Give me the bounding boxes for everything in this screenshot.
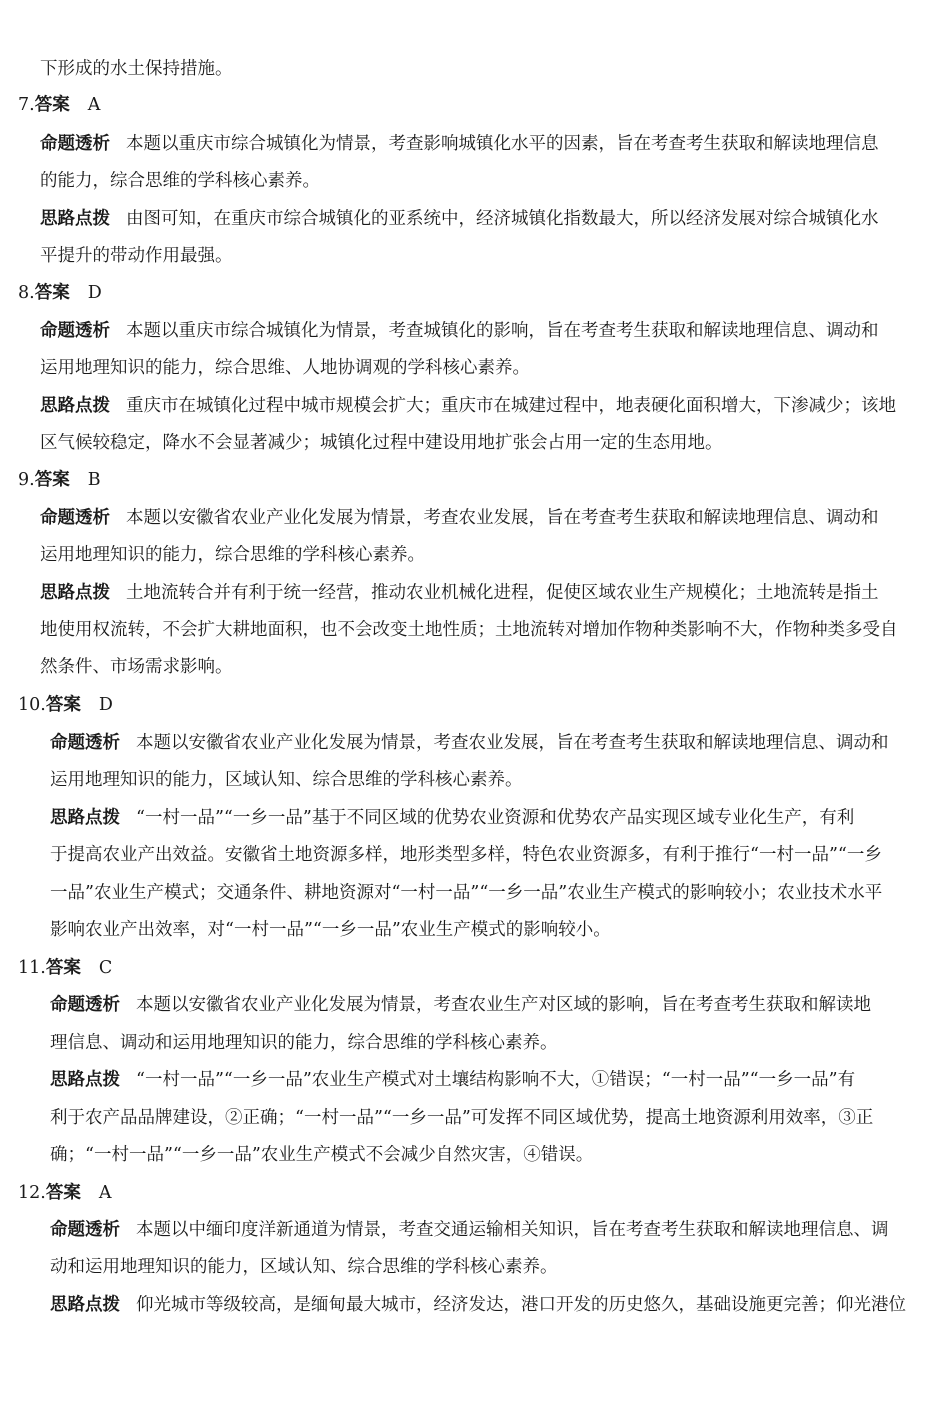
analysis-text-cont: 的能力，综合思维的学科核心素养。 [40,171,320,191]
hint-text-cont: 利于农产品品牌建设，②正确；“一村一品”“一乡一品”可发挥不同区域优势，提高土地资源利用效率，③正 [50,1108,874,1128]
question-8-analysis [40,318,879,344]
answer-value: A [98,1183,112,1203]
question-number: 7. [18,95,35,115]
question-7-hint [40,206,879,232]
analysis-label: 命题透析 [50,1220,120,1240]
hint-text-cont: 影响农业产出效率，对“一村一品”“一乡一品”农业生产模式的影响较小。 [50,920,611,940]
hint-text-cont: 区气候较稳定，降水不会显著减少；城镇化过程中建设用地扩张会占用一定的生态用地。 [40,433,723,453]
question-number: 12. [18,1183,46,1203]
analysis-text: 本题以重庆市综合城镇化为情景，考查影响城镇化水平的因素，旨在考查考生获取和解读地理信息 [126,134,879,154]
question-12-hint [50,1292,906,1318]
analysis-text: 本题以重庆市综合城镇化为情景，考查城镇化的影响，旨在考查考生获取和解读地理信息、调动和 [126,321,879,341]
answer-label: 答案 [34,95,70,115]
hint-text-cont: 于提高农业产出效益。安徽省土地资源多样，地形类型多样，特色农业资源多，有利于推行“一村一品”“一乡 [50,845,882,865]
analysis-text-cont: 运用地理知识的能力，区域认知、综合思维的学科核心素养。 [50,770,523,790]
hint-text-cont: 平提升的带动作用最强。 [40,246,233,266]
answer-value: C [98,958,113,978]
question-number: 11. [18,958,46,978]
question-10-analysis [50,730,889,756]
hint-text: 仰光城市等级较高，是缅甸最大城市，经济发达，港口开发的历史悠久，基础设施更完善；仰光港位 [136,1295,906,1315]
question-9-answer-line [18,467,101,493]
answer-value: D [87,283,102,303]
question-9-analysis [40,505,879,531]
question-10-answer-line [18,692,113,718]
hint-label: 思路点拨 [40,209,110,229]
analysis-label: 命题透析 [50,733,120,753]
hint-text: “一村一品”“一乡一品”农业生产模式对土壤结构影响不大，①错误；“一村一品”“一乡一品”有 [136,1070,856,1090]
question-7-analysis [40,131,879,157]
hint-label: 思路点拨 [50,1295,120,1315]
question-12-answer-line [18,1180,111,1206]
answer-label: 答案 [45,958,81,978]
question-8-hint [40,393,896,419]
hint-text-cont: 然条件、市场需求影响。 [40,657,233,677]
analysis-text: 本题以安徽省农业产业化发展为情景，考查农业发展，旨在考查考生获取和解读地理信息、调动和 [136,733,889,753]
analysis-text: 本题以中缅印度洋新通道为情景，考查交通运输相关知识，旨在考查考生获取和解读地理信息、调 [136,1220,889,1240]
analysis-text: 本题以安徽省农业产业化发展为情景，考查农业发展，旨在考查考生获取和解读地理信息、调动和 [126,508,879,528]
answer-value: A [87,95,101,115]
analysis-label: 命题透析 [40,508,110,528]
question-11-hint [50,1067,855,1093]
question-number: 8. [18,283,35,303]
hint-label: 思路点拨 [50,1070,120,1090]
hint-text-cont: 一品”农业生产模式；交通条件、耕地资源对“一村一品”“一乡一品”农业生产模式的影响较小；农业技术水平 [50,883,883,903]
analysis-text-cont: 理信息、调动和运用地理知识的能力，综合思维的学科核心素养。 [50,1033,558,1053]
answer-value: D [98,695,113,715]
hint-text-cont: 确；“一村一品”“一乡一品”农业生产模式不会减少自然灾害，④错误。 [50,1145,594,1165]
hint-label: 思路点拨 [50,808,120,828]
analysis-label: 命题透析 [50,995,120,1015]
question-11-answer-line [18,955,112,981]
question-8-answer-line [18,280,102,306]
hint-label: 思路点拨 [40,583,110,603]
question-number: 9. [18,470,35,490]
answer-label: 答案 [34,470,70,490]
question-9-hint [40,580,879,606]
hint-text-cont: 地使用权流转，不会扩大耕地面积，也不会改变土地性质；土地流转对增加作物种类影响不大，作物种类多受自 [40,620,898,640]
answer-label: 答案 [34,283,70,303]
answer-label: 答案 [45,1183,81,1203]
hint-text: “一村一品”“一乡一品”基于不同区域的优势农业资源和优势农产品实现区域专业化生产，有利 [136,808,855,828]
hint-text: 土地流转合并有利于统一经营，推动农业机械化进程，促使区域农业生产规模化；土地流转是指土 [126,583,879,603]
analysis-text-cont: 运用地理知识的能力，综合思维、人地协调观的学科核心素养。 [40,358,530,378]
answer-label: 答案 [45,695,81,715]
question-number: 10. [18,695,46,715]
analysis-text-cont: 运用地理知识的能力，综合思维的学科核心素养。 [40,545,425,565]
analysis-text-cont: 动和运用地理知识的能力，区域认知、综合思维的学科核心素养。 [50,1257,558,1277]
hint-text: 由图可知，在重庆市综合城镇化的亚系统中，经济城镇化指数最大，所以经济发展对综合城镇化水 [126,209,879,229]
hint-text: 重庆市在城镇化过程中城市规模会扩大；重庆市在城建过程中，地表硬化面积增大，下渗减少；该地 [126,396,896,416]
analysis-label: 命题透析 [40,321,110,341]
question-11-analysis [50,992,871,1018]
question-10-hint [50,805,854,831]
analysis-label: 命题透析 [40,134,110,154]
question-7-answer-line [18,92,100,118]
intro-text: 下形成的水土保持措施。 [40,59,233,79]
answer-value: B [87,470,101,490]
hint-label: 思路点拨 [40,396,110,416]
question-12-analysis [50,1217,889,1243]
analysis-text: 本题以安徽省农业产业化发展为情景，考查农业生产对区域的影响，旨在考查考生获取和解读地 [136,995,871,1015]
